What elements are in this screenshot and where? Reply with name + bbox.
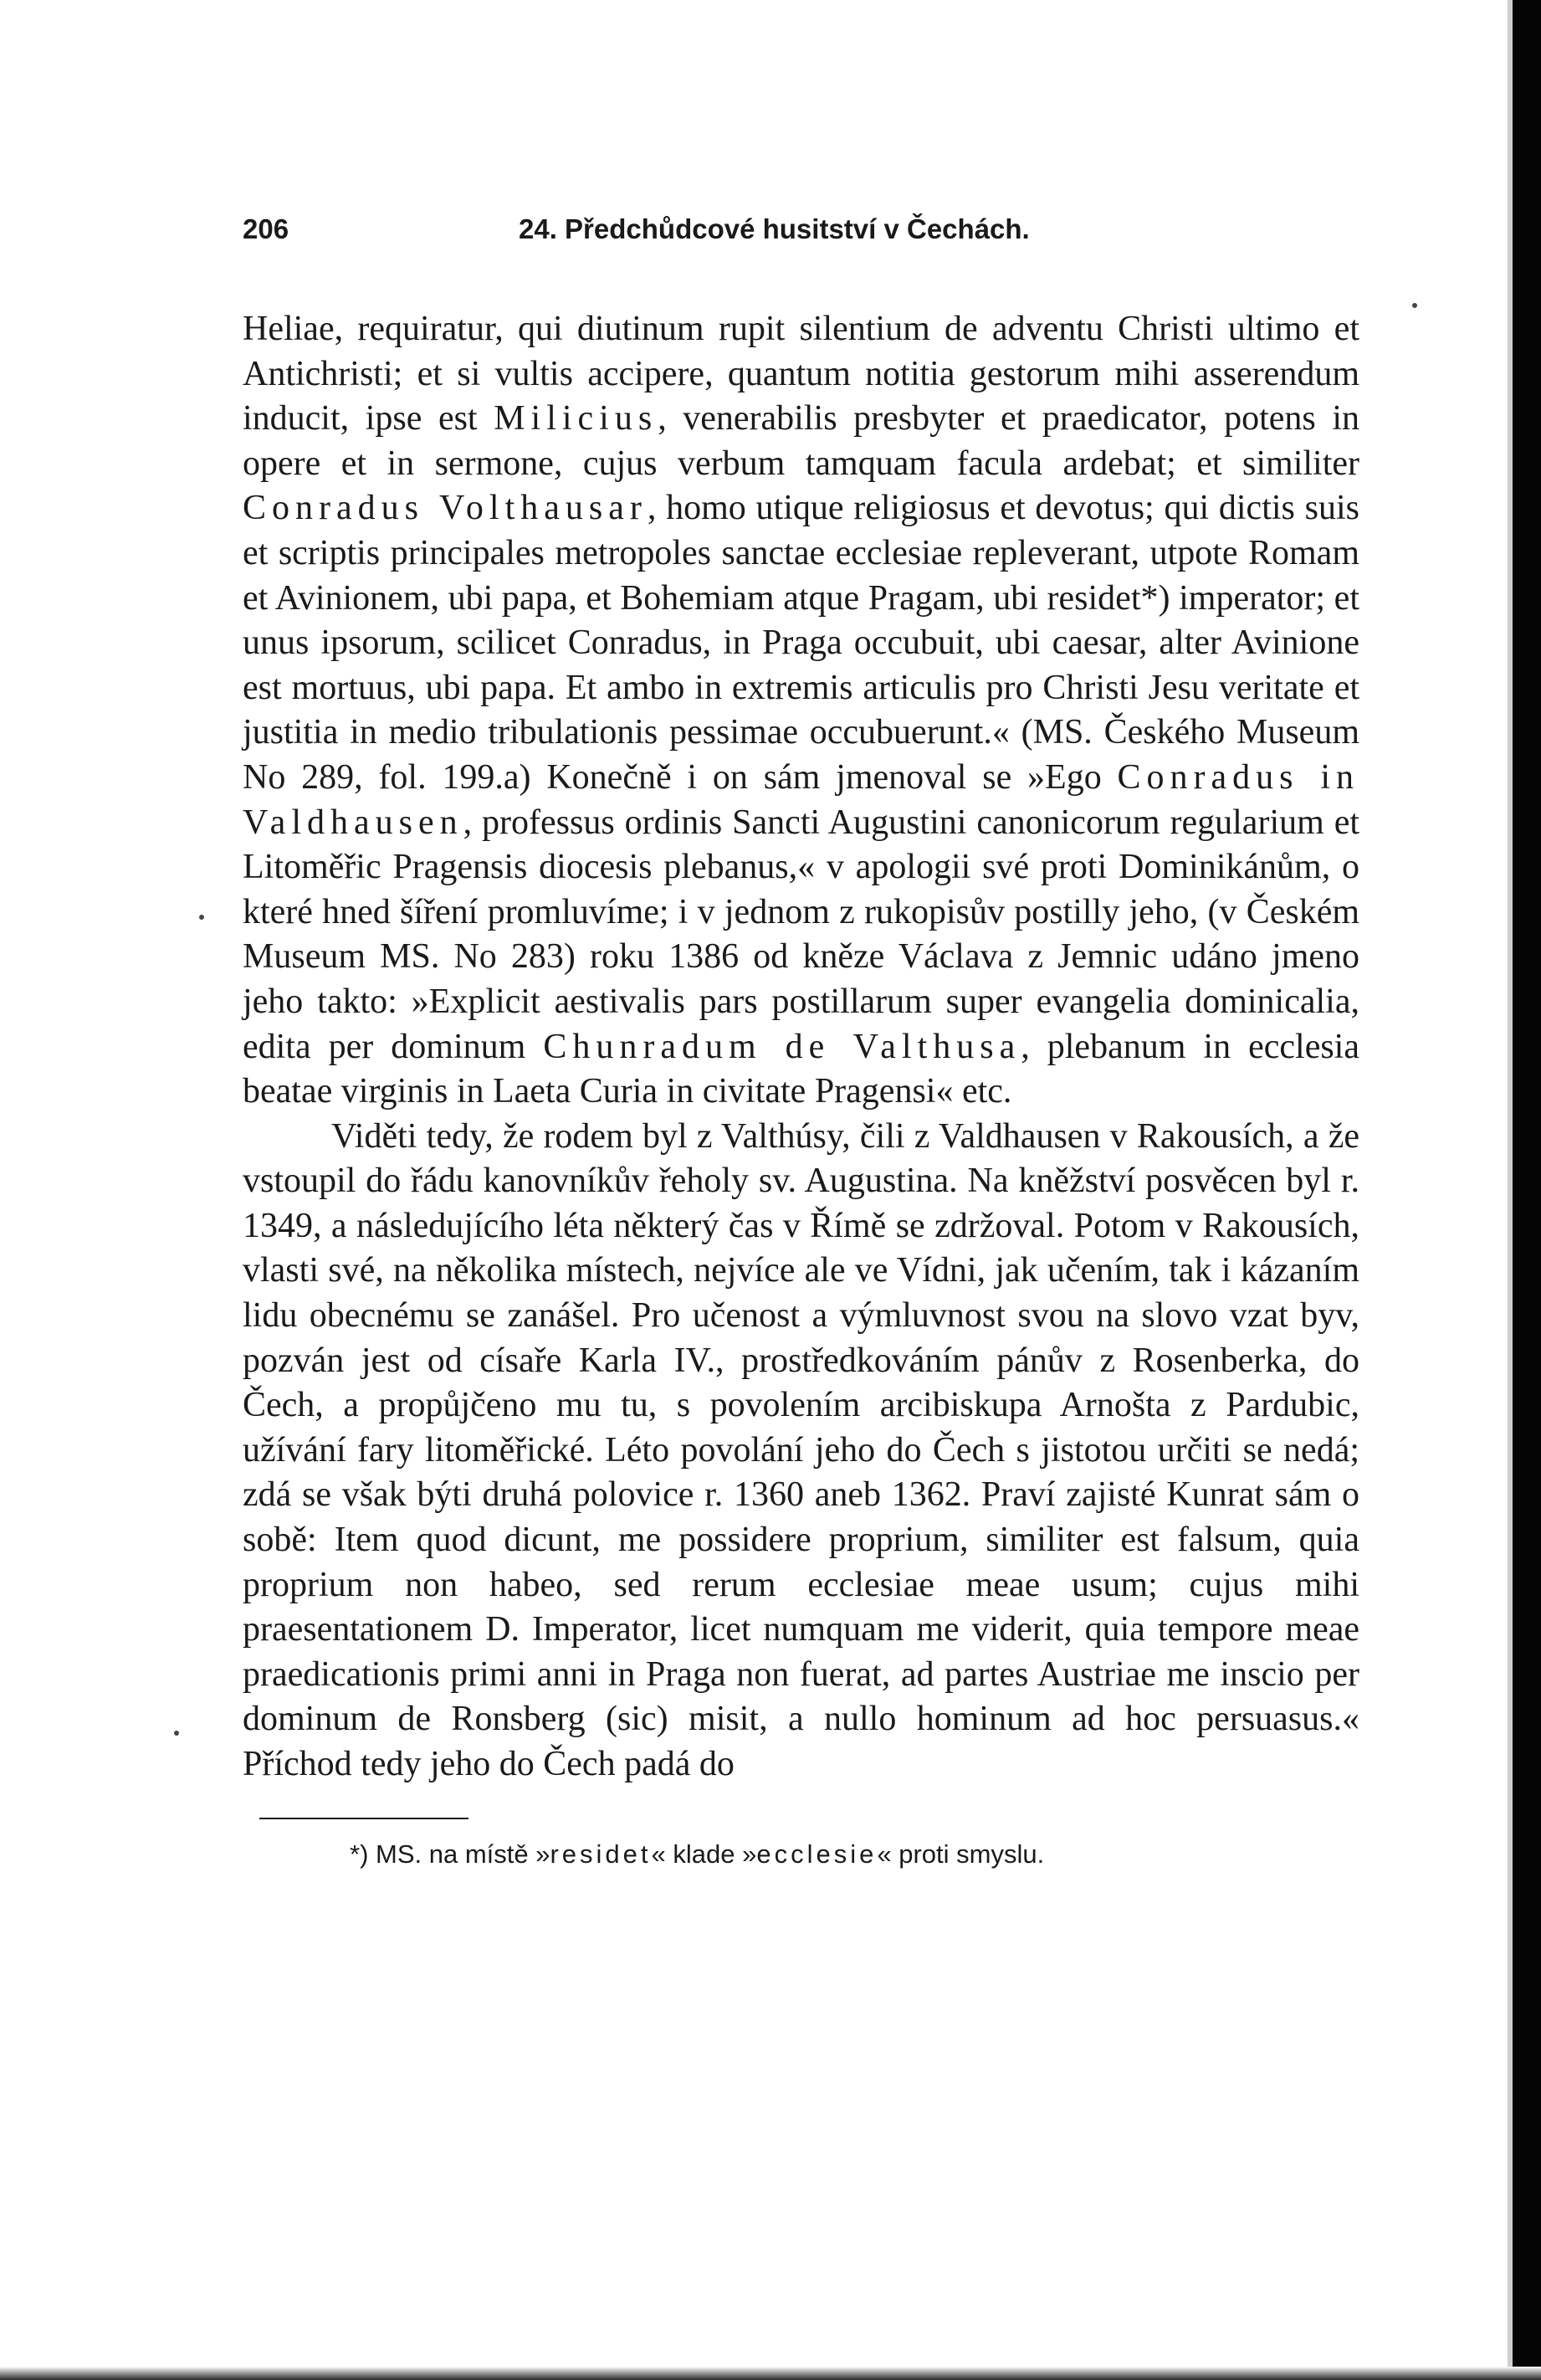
text-segment: , plebanum in ecclesia beatae virginis in Laeta Curia in civitate Pragensi« etc. [243, 1027, 1359, 1111]
footnote-text: « proti smyslu. [877, 1839, 1045, 1869]
scan-edge-bottom [0, 2367, 1541, 2380]
scan-speck [174, 1731, 179, 1736]
text-segment: , professus ordinis Sancti Augustini canonicorum regularium et Litoměřic Pragensis diocesis plebanus,« v apologii své proti Dominikánům, o které hned šíření promluvíme; i v jednom z rukopisův postilly jeho, (v Českém Museum MS. No 283) roku 1386 od kněze Václava z Jemnic udáno jmeno jeho takto: »Explicit aestivalis pars postillarum super evangelia dominicalia, edita per dominum [243, 803, 1359, 1066]
running-title: 24. Předchůdcové husitství v Čechách. [519, 213, 1030, 244]
footnote-rule [259, 1818, 468, 1819]
footnote-text: « klade » [651, 1839, 757, 1869]
paragraph-biography: Viděti tedy, že rodem byl z Valthúsy, čili z Valdhausen v Rakousích, a že vstoupil do řádu kanovníkův řeholy sv. Augustina. Na kněžství posvěcen byl r. 1349, a následujícího léta některý čas v Římě se zdržoval. Potom v Rakousích, vlasti své, na několika místech, nejvíce ale ve Vídni, jak učením, tak i kázaním lidu obecnému se zanášel. Pro učenost a výmluvnost svou na slovo vzat byv, pozván jest od císaře Karla IV., prostředkováním pánův z Rosenberka, do Čech, a propůjčeno mu tu, s povolením arcibiskupa Arnošta z Pardubic, užívání fary litoměřické. Léto povolání jeho do Čech s jistotou určiti se nedá; zdá se však býti druhá polovice r. 1360 aneb 1362. Praví zajisté Kunrat sám o sobě: Item quod dicunt, me possidere proprium, similiter est falsum, quia proprium non habeo, sed rerum ecclesiae meae usum; cujus mihi praesentationem D. Imperator, licet numquam me viderit, quia tempore meae praedicationis primi anni in Praga non fuerat, ad partes Austriae me inscio per dominum de Ronsberg (sic) misit, a nullo hominum ad hoc persuasus.« Příchod tedy jeho do Čech padá do [243, 1116, 1359, 1783]
scan-speck [1412, 303, 1417, 308]
footnote-spaced-word: ecclesie [756, 1839, 878, 1869]
scan-edge-light [1508, 0, 1513, 2380]
footnote-text: *) MS. na místě » [350, 1839, 550, 1869]
spaced-name-milicius: Milicius [494, 399, 658, 439]
footnote [243, 1838, 1359, 1871]
page-number: 206 [243, 213, 289, 244]
paragraph-latin-quote [243, 307, 1359, 1115]
spaced-name-chunradum: Chunradum de Valthusa [543, 1027, 1021, 1066]
spaced-name-valdhausen: Conradus in Valdhausen [243, 757, 1359, 842]
scan-speck [199, 915, 204, 920]
footnote-spaced-word: residet [550, 1839, 652, 1869]
spaced-name-volthausar: Conradus Volthausar [243, 489, 648, 528]
text-segment: , venerabilis presbyter et praedicator, potens in opere et in sermone, cujus verbum tamquam facula ardebat; et similiter [243, 399, 1359, 483]
running-head [243, 213, 1359, 264]
book-page [243, 213, 1359, 1871]
scan-edge-dark [1513, 0, 1541, 2380]
text-segment: , homo utique religiosus et devotus; qui dictis suis et scriptis principales metropoles sanctae ecclesiae repleverant, utpote Romam et Avinionem, ubi papa, et Bohemiam atque Pragam, ubi residet*) imperator; et unus ipsorum, scilicet Conradus, in Praga occubuit, ubi caesar, alter Avinione est mortuus, ubi papa. Et ambo in extremis articulis pro Christi Jesu veritate et justitia in medio tribulationis pessimae occubuerunt.« (MS. Českého Museum No 289, fol. 199.a) Konečně i on sám jmenoval se »Ego [243, 489, 1359, 797]
text-segment: Heliae, requiratur, qui diutinum rupit silentium de adventu Christi ultimo et Antichristi; et si vultis accipere, quantum notitia gestorum mihi asserendum inducit, ipse est [243, 310, 1359, 439]
